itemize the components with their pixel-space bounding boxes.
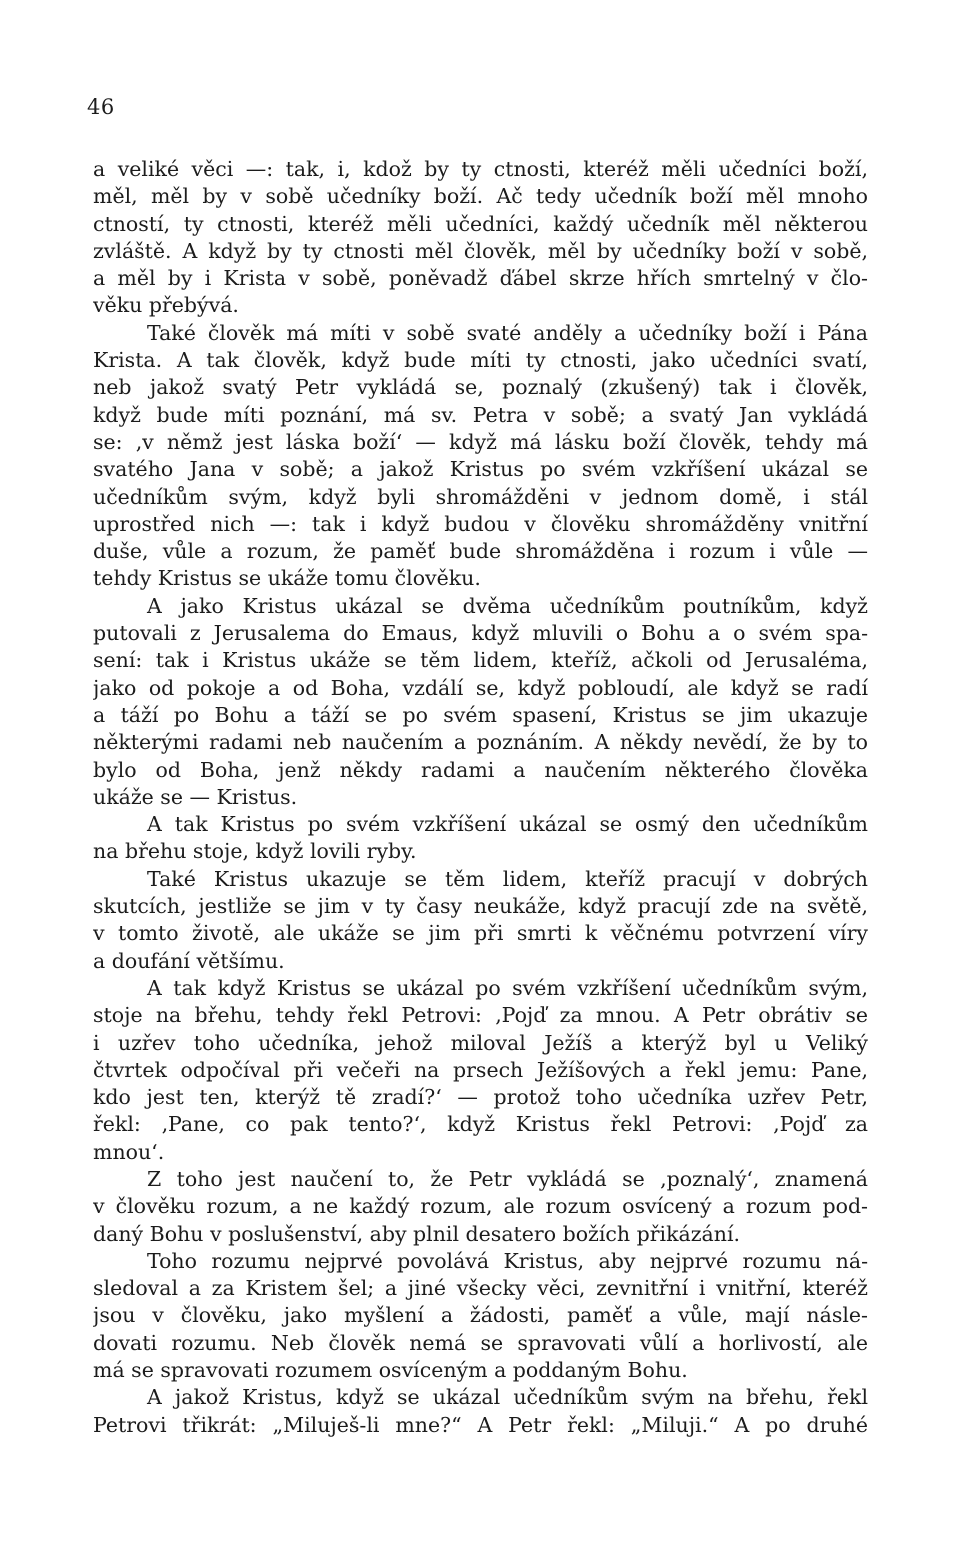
- text-line: putovali z Jerusalema do Emaus, když mluvili o Bohu a o svém spa-: [93, 621, 868, 646]
- text-line: sledoval a za Kristem šel; a jiné všecky věci, zevnitřní i vnitřní, kteréž: [93, 1276, 868, 1301]
- text-line: učedníkům svým, když byli shromážděni v jednom domě, i stál: [93, 484, 868, 509]
- text-line: i uzřev toho učedníka, jehož miloval Ježíš a kterýž byl u Veliký: [93, 1030, 868, 1055]
- text-line: kdo jest ten, kterýž tě zradí?‘ — protož toho učedníka uzřev Petr,: [93, 1085, 868, 1110]
- body-text: [93, 156, 868, 1439]
- text-line: ukáže se — Kristus.: [93, 784, 298, 809]
- text-line: Také člověk má míti v sobě svaté anděly a učedníky boží i Pána: [147, 320, 868, 345]
- text-line: ctností, ty ctnosti, kteréž měli učedníci, každý učedník měl některou: [93, 211, 868, 236]
- text-line: stoje na břehu, tehdy řekl Petrovi: ‚Pojď za mnou. A Petr obrátiv se: [93, 1003, 868, 1028]
- text-line: v tomto životě, ale ukáže se jim při smrti k věčnému potvrzení víry: [93, 921, 868, 946]
- text-line: měl, měl by v sobě učedníky boží. Ač tedy učedník boží měl mnoho: [93, 184, 868, 209]
- text-line: jsou v člověku, jako myšlení a žádosti, paměť a vůle, mají násle-: [93, 1303, 868, 1328]
- text-line: zvláště. A když by ty ctnosti měl člověk, měl by učedníky boží v sobě,: [93, 238, 868, 263]
- text-line: a táží po Bohu a táží se po svém spasení, Kristus se jim ukazuje: [93, 702, 868, 727]
- text-line: A tak Kristus po svém vzkříšení ukázal se osmý den učedníkům: [147, 812, 868, 837]
- text-line: A tak když Kristus se ukázal po svém vzkříšení učedníkům svým,: [147, 975, 868, 1000]
- text-line: a doufání většímu.: [93, 948, 285, 973]
- text-line: věku přebývá.: [93, 293, 239, 318]
- text-line: se: ‚v němž jest láska boží‘ — když má lásku boží člověk, tehdy má: [93, 429, 868, 454]
- text-line: řekl: ‚Pane, co pak tento?‘, když Kristus řekl Petrovi: ‚Pojď za: [93, 1112, 868, 1137]
- text-line: Z toho jest naučení to, že Petr vykládá se ‚poznalý‘, znamená: [147, 1166, 868, 1191]
- text-line: uprostřed nich —: tak i když budou v člověku shromážděny vnitřní: [93, 511, 868, 536]
- text-line: Petrovi třikrát: „Miluješ-li mne?“ A Petr řekl: „Miluji.“ A po druhé: [93, 1412, 868, 1437]
- text-line: svatého Jana v sobě; a jakož Kristus po svém vzkříšení ukázal se: [93, 457, 868, 482]
- text-line: v člověku rozum, a ne každý rozum, ale rozum osvícený a rozum pod-: [93, 1194, 868, 1219]
- text-line: Také Kristus ukazuje se těm lidem, kteříž pracují v dobrých: [147, 866, 868, 891]
- text-line: duše, vůle a rozum, že paměť bude shromážděna i rozum i vůle —: [93, 539, 868, 564]
- text-line: na břehu stoje, když lovili ryby.: [93, 839, 417, 864]
- text-line: sení: tak i Kristus ukáže se těm lidem, kteříž, ačkoli od Jerusaléma,: [93, 648, 868, 673]
- text-line: mnou‘.: [93, 1139, 165, 1164]
- text-line: A jako Kristus ukázal se dvěma učedníkům poutníkům, když: [147, 593, 868, 618]
- text-line: některými radami neb naučením a poznáním. A někdy nevědí, že by to: [93, 730, 868, 755]
- text-line: čtvrtek odpočíval při večeři na prsech Ježíšových a řekl jemu: Pane,: [93, 1057, 868, 1082]
- text-line: Toho rozumu nejprvé povolává Kristus, aby nejprvé rozumu ná-: [147, 1248, 868, 1273]
- text-line: tehdy Kristus se ukáže tomu člověku.: [93, 566, 481, 591]
- text-line: a měl by i Krista v sobě, poněvadž ďábel skrze hřích smrtelný v člo-: [93, 266, 868, 291]
- text-line: a veliké věci —: tak, i, kdož by ty ctnosti, kteréž měli učedníci boží,: [93, 157, 868, 181]
- text-line: když bude míti poznání, má sv. Petra v sobě; a svatý Jan vykládá: [93, 402, 868, 427]
- text-line: dovati rozumu. Neb člověk nemá se spravovati vůlí a horlivostí, ale: [93, 1330, 868, 1355]
- text-line: Krista. A tak člověk, když bude míti ty ctnosti, jako učedníci svatí,: [93, 348, 868, 373]
- text-line: daný Bohu v poslušenství, aby plnil desatero božích přikázání.: [93, 1221, 741, 1246]
- text-line: neb jakož svatý Petr vykládá se, poznalý (zkušený) tak i člověk,: [93, 375, 868, 400]
- text-line: skutcích, jestliže se jim v ty časy neukáže, když pracují zde na světě,: [93, 894, 868, 919]
- text-line: má se spravovati rozumem osvíceným a poddaným Bohu.: [93, 1358, 688, 1383]
- text-line: A jakož Kristus, když se ukázal učedníkům svým na břehu, řekl: [147, 1385, 868, 1410]
- text-line: bylo od Boha, jenž někdy radami a naučením některého člověka: [93, 757, 868, 782]
- text-line: jako od pokoje a od Boha, vzdálí se, když pobloudí, ale když se radí: [93, 675, 868, 700]
- page-number: 46: [87, 95, 115, 119]
